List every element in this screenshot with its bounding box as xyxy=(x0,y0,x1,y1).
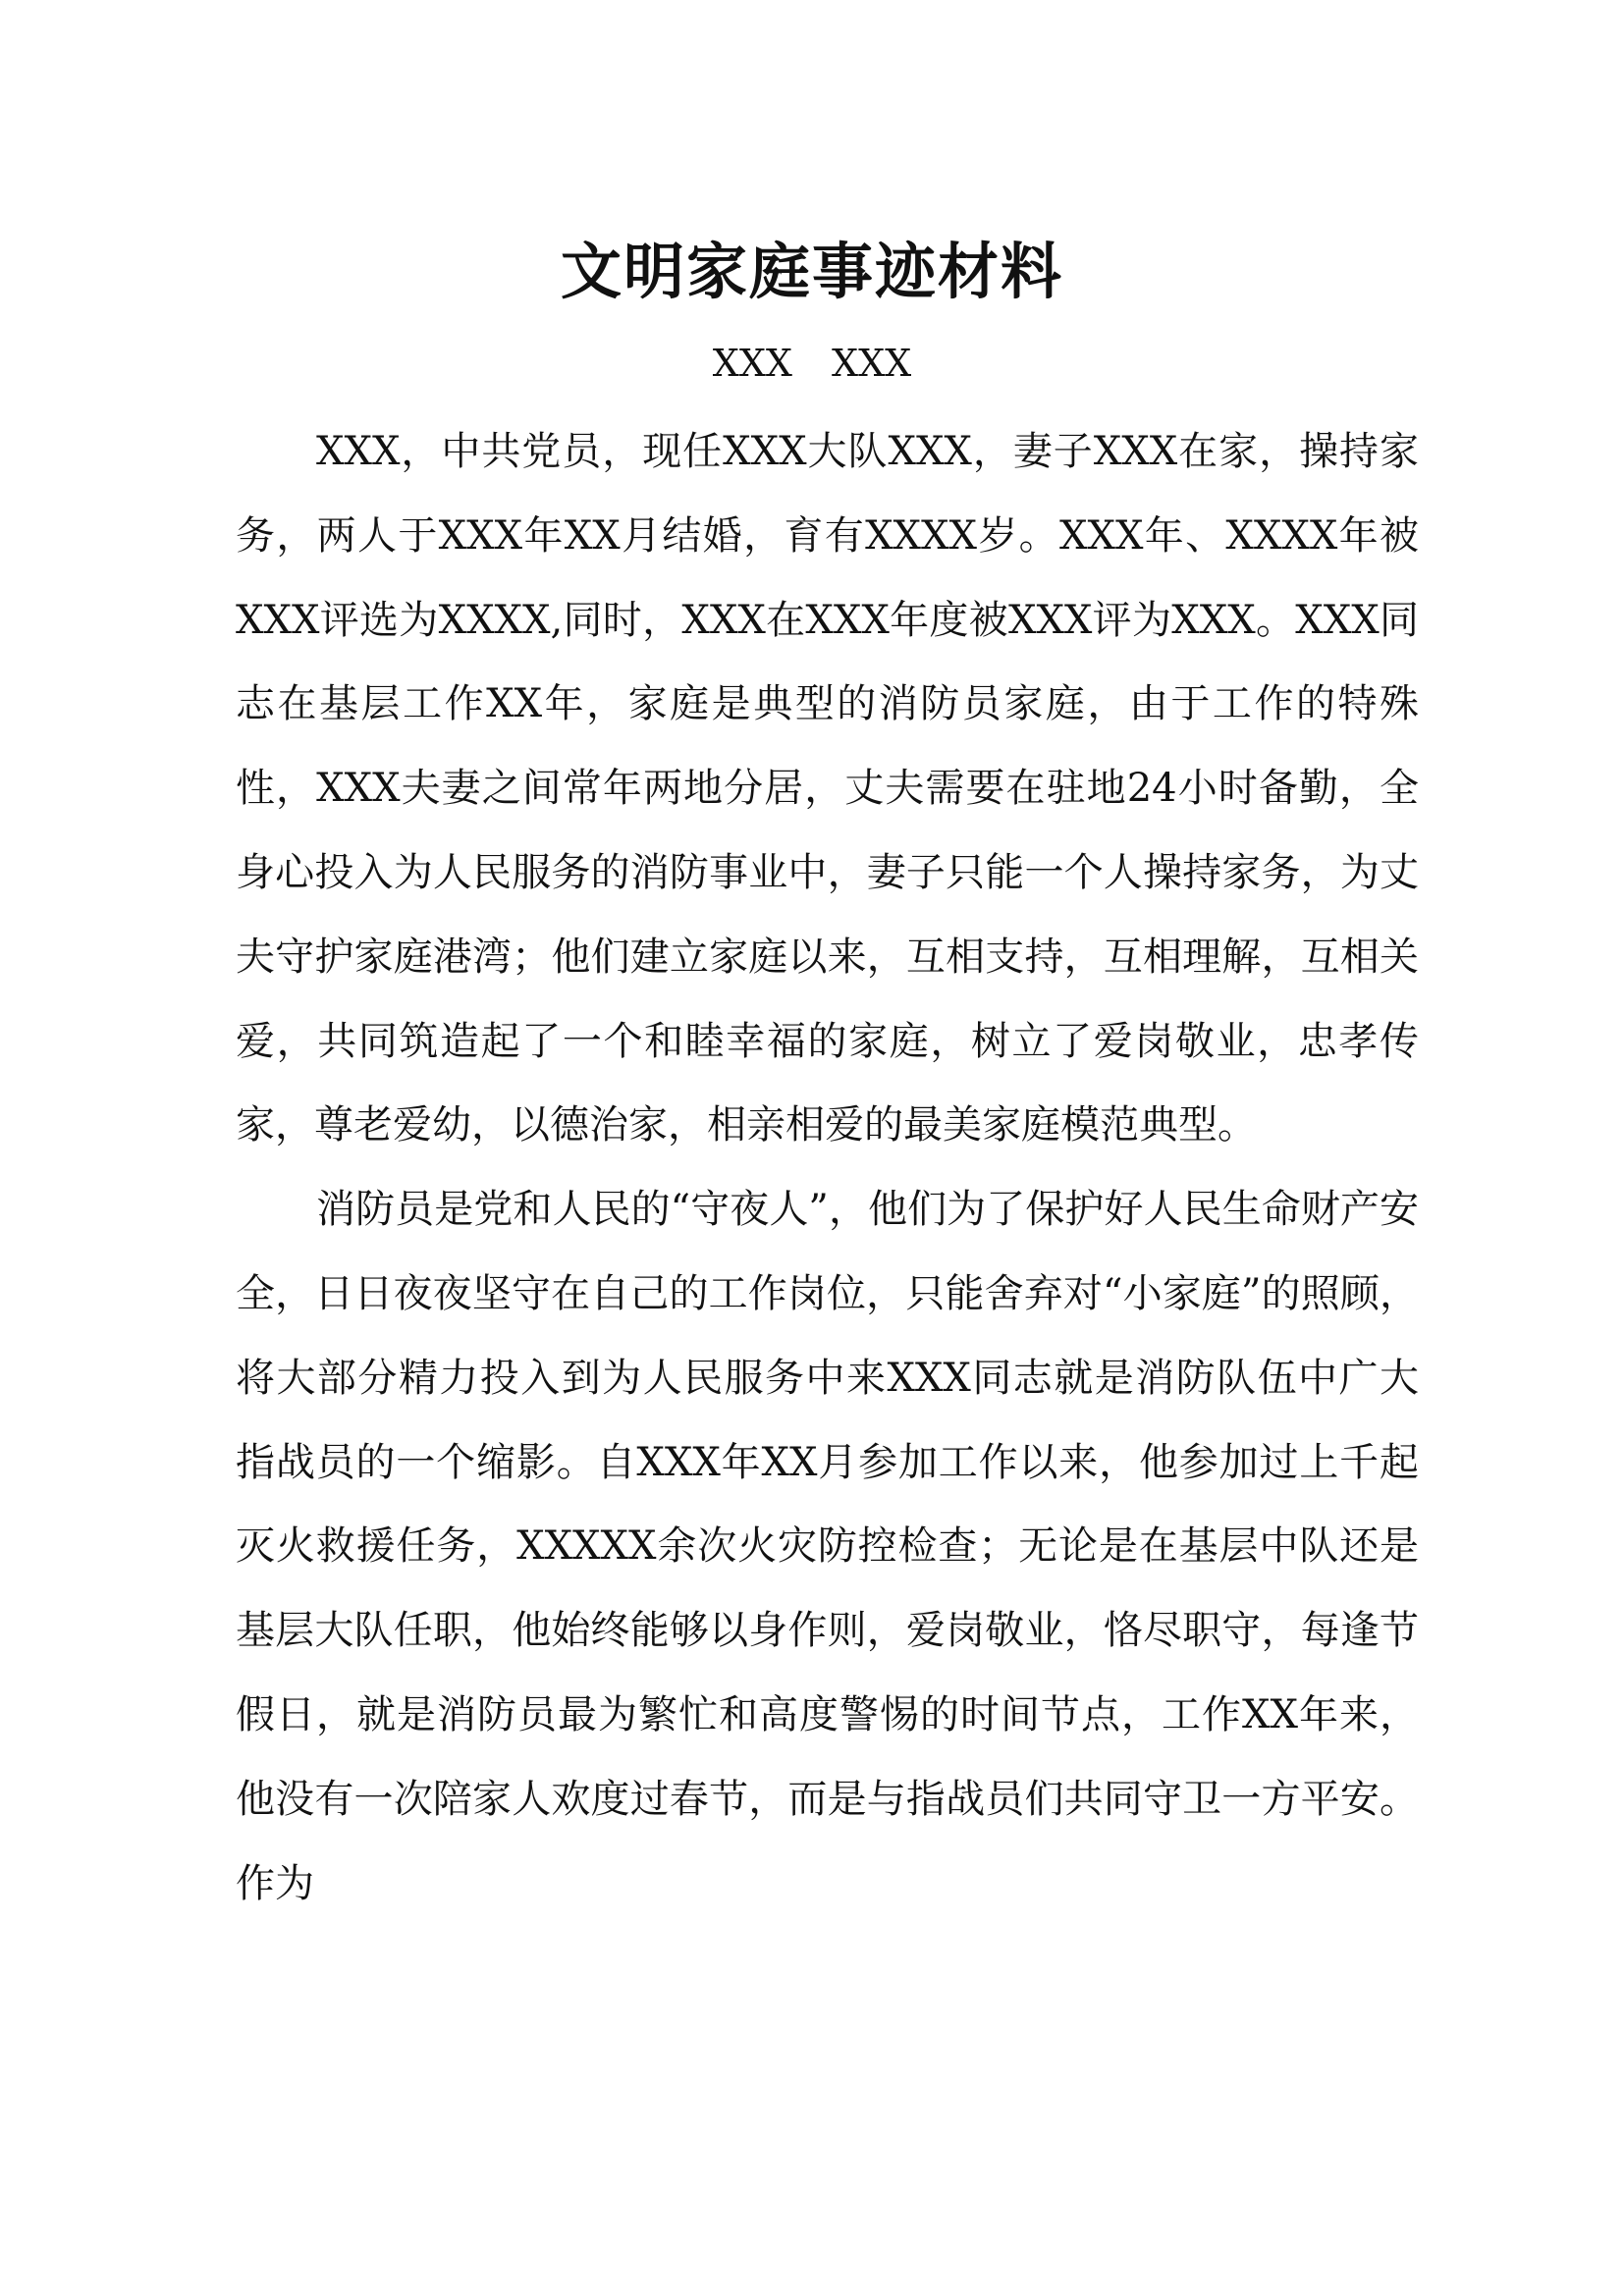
paragraph-firefighter-duty: 消防员是党和人民的“守夜人”，他们为了保护好人民生命财产安全，日日夜夜坚守在自己的工作岗位，只能舍弃对“小家庭”的照顾，将大部分精力投入到为人民服务中来XXX同志就是消防队伍中广大指战员的一个缩影。自XXX年XX月参加工作以来，他参加过上千起灭火救援任务，XXXXX余次火灾防控检查；无论是在基层中队还是基层大队任职，他始终能够以身作则，爱岗敬业，恪尽职守，每逢节假日，就是消防员最为繁忙和高度警惕的时间节点，工作XX年来，他没有一次陪家人欢度过春节，而是与指战员们共同守卫一方平安。作为 xyxy=(236,1187,1419,1906)
document-title: 文明家庭事迹材料 xyxy=(560,236,1063,307)
document-body xyxy=(236,410,1419,1926)
paragraph-family-intro: XXX，中共党员，现任XXX大队XXX，妻子XXX在家，操持家务，两人于XXX年XX月结婚，育有XXXX岁。XXX年、XXXX年被XXX评选为XXXX,同时，XXX在XXX年度被XXX评为XXX。XXX同志在基层工作XX年，家庭是典型的消防员家庭，由于工作的特殊性，XXX夫妻之间常年两地分居，丈夫需要在驻地24小时备勤，全身心投入为人民服务的消防事业中，妻子只能一个人操持家务，为丈夫守护家庭港湾；他们建立家庭以来，互相支持，互相理解，互相关爱，共同筑造起了一个和睦幸福的家庭，树立了爱岗敬业，忠孝传家，尊老爱幼，以德治家，相亲相爱的最美家庭模范典型。 xyxy=(236,429,1419,1148)
document-author: XXX XXX xyxy=(712,342,912,385)
